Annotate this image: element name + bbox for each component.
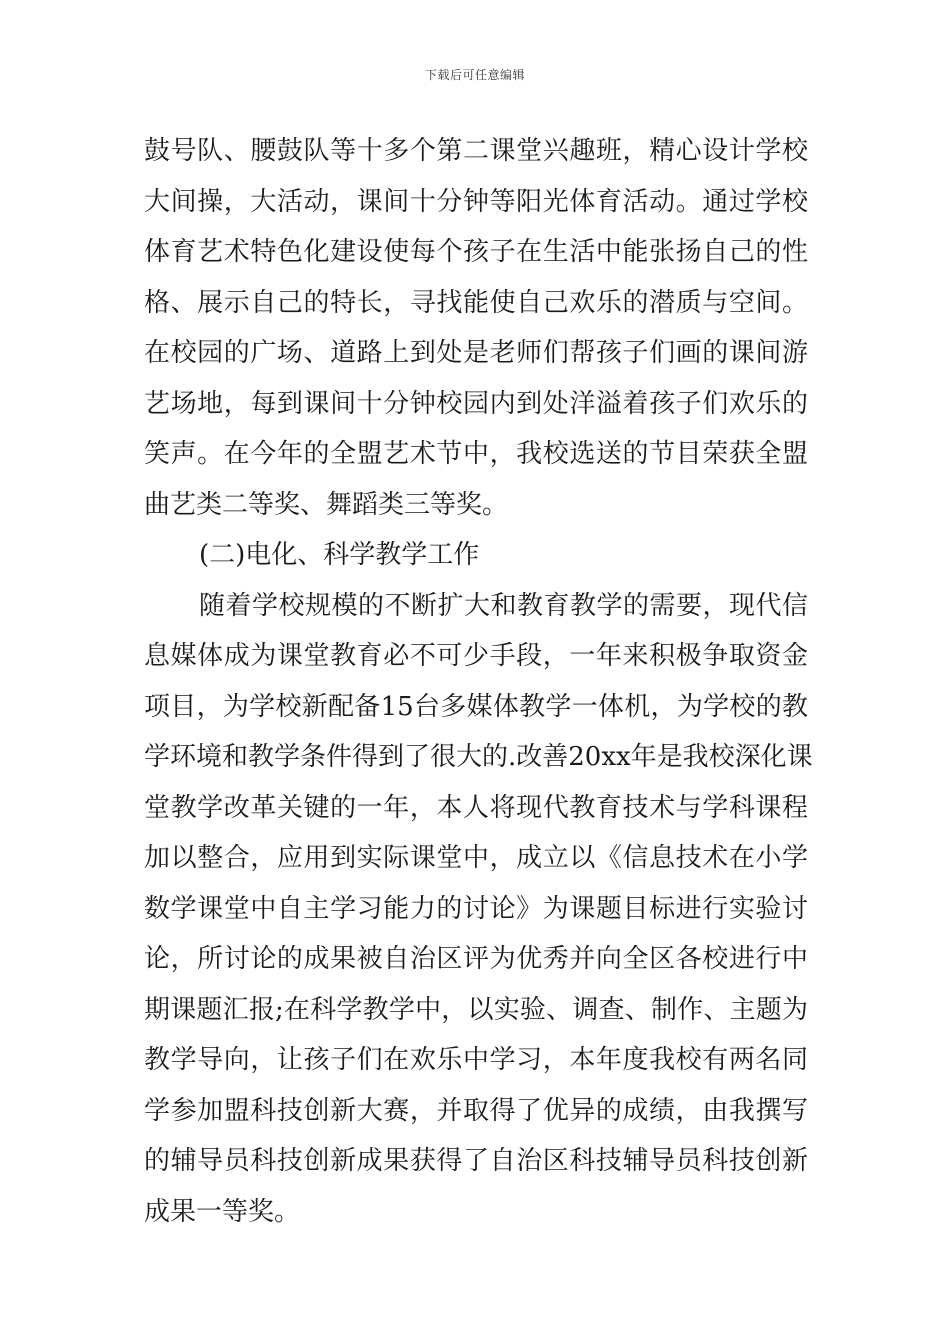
- text-line: 堂教学改革关键的一年，本人将现代教育技术与学科课程: [144, 792, 808, 823]
- text-line: 艺场地，每到课间十分钟校园内到处洋溢着孩子们欢乐的: [144, 388, 808, 419]
- text-line: 鼓号队、腰鼓队等十多个第二课堂兴趣班，精心设计学校: [144, 136, 808, 166]
- text-line: 曲艺类二等奖、舞蹈类三等奖。: [144, 489, 509, 520]
- text-line: 在校园的广场、道路上到处是老师们帮孩子们画的课间游: [144, 338, 808, 368]
- text-line: 息媒体成为课堂教育必不可少手段，一年来积极争取资金: [144, 641, 808, 671]
- text-line: 随着学校规模的不断扩大和教育教学的需要，现代信: [199, 590, 808, 621]
- text-line: 学参加盟科技创新大赛，并取得了优异的成绩，由我撰写: [144, 1095, 808, 1126]
- text-line: 项目，为学校新配备15台多媒体教学一体机，为学校的教: [144, 691, 808, 722]
- text-line: 格、展示自己的特长，寻找能使自己欢乐的潜质与空间。: [144, 287, 808, 318]
- text-line: 成果一等奖。: [144, 1196, 301, 1227]
- text-line: 期课题汇报;在科学教学中，以实验、调查、制作、主题为: [144, 994, 808, 1025]
- text-line: 加以整合，应用到实际课堂中，成立以《信息技术在小学: [144, 843, 808, 873]
- text-line: 体育艺术特色化建设使每个孩子在生活中能张扬自己的性: [144, 237, 808, 267]
- section-heading: (二)电化、科学教学工作: [199, 540, 480, 570]
- text-line: 笑声。在今年的全盟艺术节中，我校选送的节目荣获全盟: [144, 439, 808, 469]
- text-line: 教学导向，让孩子们在欢乐中学习，本年度我校有两名同: [144, 1045, 808, 1075]
- text-line: 大间操，大活动，课间十分钟等阳光体育活动。通过学校: [144, 186, 808, 217]
- body-text: [144, 126, 813, 1237]
- text-line: 的辅导员科技创新成果获得了自治区科技辅导员科技创新: [144, 1146, 808, 1176]
- text-line: 学环境和教学条件得到了很大的.改善20xx年是我校深化课: [144, 742, 813, 772]
- text-line: 数学课堂中自主学习能力的讨论》为课题目标进行实验讨: [144, 893, 808, 924]
- text-line: 论，所讨论的成果被自治区评为优秀并向全区各校进行中: [144, 944, 808, 974]
- header-note: 下载后可任意编辑: [424, 68, 525, 82]
